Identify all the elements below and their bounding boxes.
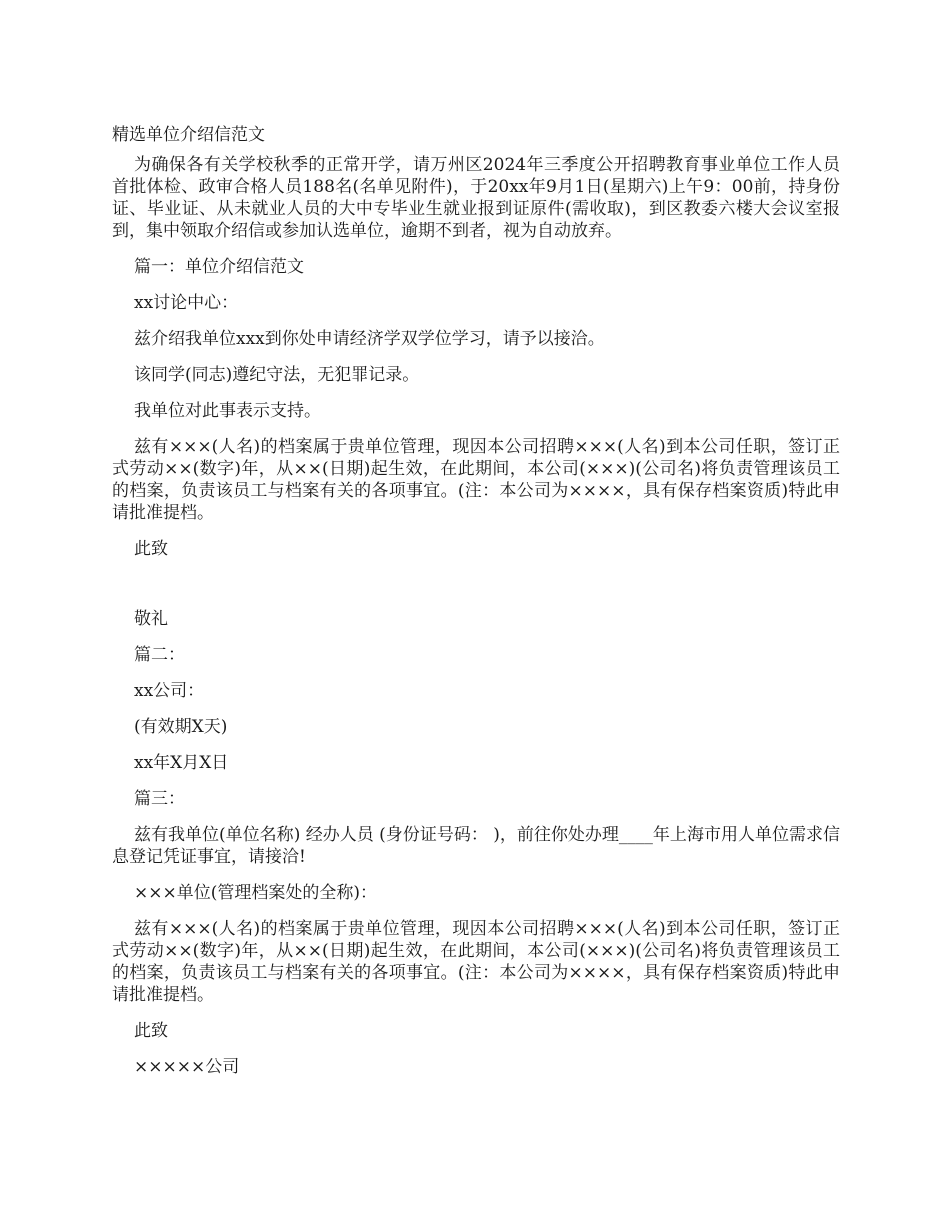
closing-jing-li: 敬礼 [134,609,168,629]
document-title: 精选单位介绍信范文 [112,125,265,145]
body-paragraph: 兹有×××(人名)的档案属于贵单位管理，现因本公司招聘×××(人名)到本公司任职，签订正式劳动××(数字)年，从××(日期)起生效，在此期间，本公司(×××)(公司名)将负责管理该员工的档案，负责该员工与档案有关的各项事宜。(注：本公司为××××，具有保存档案资质)特此申请批准提档。 [112,919,840,1005]
section-heading-2: 篇二： [134,645,185,665]
body-paragraph: 兹有×××(人名)的档案属于贵单位管理，现因本公司招聘×××(人名)到本公司任职，签订正式劳动××(数字)年，从××(日期)起生效，在此期间，本公司(×××)(公司名)将负责管理该员工的档案，负责该员工与档案有关的各项事宜。(注：本公司为××××，具有保存档案资质)特此申请批准提档。 [112,437,840,523]
salutation-1: xx讨论中心： [134,293,239,313]
intro-paragraph: 为确保各有关学校秋季的正常开学，请万州区2024年三季度公开招聘教育事业单位工作人员首批体检、政审合格人员188名(名单见附件)，于20xx年9月1日(星期六)上午9：00前，持身份证、毕业证、从未就业人员的大中专毕业生就业报到证原件(需收取)，到区教委六楼大会议室报到，集中领取介绍信或参加认选单位，逾期不到者，视为自动放弃。 [112,155,840,241]
closing-ci-zhi-2: 此致 [134,1021,168,1041]
body-paragraph: 兹有我单位(单位名称) 经办人员 (身份证号码： )，前往你处办理____年上海市用人单位需求信息登记凭证事宜，请接洽! [112,825,840,867]
section-heading-1: 篇一：单位介绍信范文 [134,257,304,277]
salutation-2: xx公司： [134,681,205,701]
salutation-3: ×××单位(管理档案处的全称)： [134,883,377,903]
body-paragraph: 该同学(同志)遵纪守法，无犯罪记录。 [134,365,420,385]
closing-ci-zhi-1: 此致 [134,539,168,559]
document-page [112,124,840,1092]
validity-note: (有效期X天) [134,717,228,737]
signature-company: ×××××公司 [134,1057,240,1077]
date-line: xx年X月X日 [134,753,229,773]
body-paragraph: 兹介绍我单位xxx到你处申请经济学双学位学习，请予以接洽。 [134,329,605,349]
blank-line [112,574,840,608]
body-paragraph: 我单位对此事表示支持。 [134,401,321,421]
section-heading-3: 篇三： [134,789,185,809]
